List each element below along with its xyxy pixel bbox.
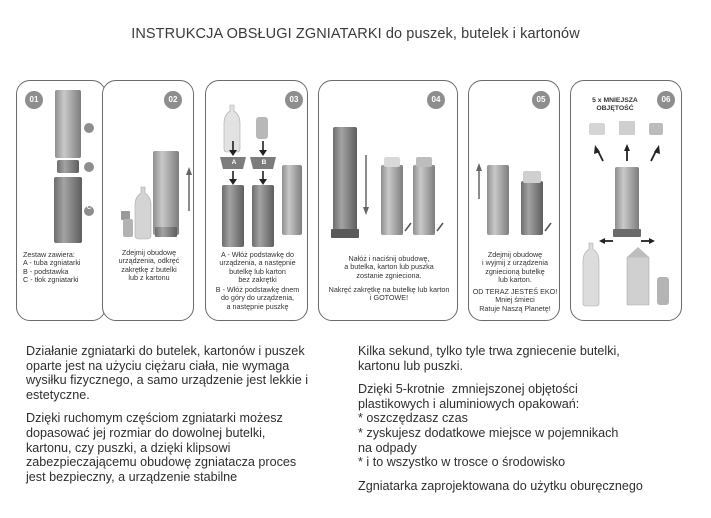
caption-line: urządzenia, odkręć bbox=[118, 256, 180, 266]
part-label-b: B bbox=[261, 159, 267, 166]
bullet-line: * oszczędzasz czas bbox=[358, 411, 468, 426]
bullet-line: na odpady bbox=[358, 440, 417, 455]
crushed-bottle bbox=[384, 157, 400, 167]
text-line: Działanie zgniatarki do butelek, kartonów i puszek bbox=[26, 344, 305, 358]
housing bbox=[487, 165, 509, 235]
bullet-line: * i to wszystko w trosce o środowisko bbox=[358, 455, 566, 470]
text-line: Dzięki 5-krotnie zmniejszonej objętości bbox=[358, 382, 578, 397]
caption-line: i GOTOWE! bbox=[369, 293, 409, 303]
caption-line: zgniecioną butelkę bbox=[485, 266, 545, 276]
caption-line: lub z kartonu bbox=[128, 273, 170, 283]
caption-line: 5 x MNIEJSZA bbox=[592, 97, 638, 104]
step-panel-02 bbox=[102, 80, 194, 321]
tube-a bbox=[222, 185, 244, 247]
step-number-badge: 03 bbox=[285, 91, 303, 109]
step-panel-03 bbox=[205, 80, 308, 321]
description-paragraph bbox=[358, 344, 688, 373]
part-label-a: A bbox=[231, 159, 237, 166]
step-number-badge: 04 bbox=[427, 91, 445, 109]
description-paragraph bbox=[358, 479, 688, 494]
text-line: oparte jest na użyciu ciężaru ciała, nie wymaga bbox=[26, 358, 290, 373]
caption-line: OD TERAZ JESTEŚ EKO! bbox=[472, 287, 558, 296]
housing bbox=[153, 151, 179, 235]
caption-line: B - Włóż podstawkę dnem bbox=[215, 285, 300, 294]
crushed-can-icon bbox=[649, 123, 663, 135]
part-label-c: C bbox=[86, 205, 92, 211]
bottle-icon bbox=[135, 187, 151, 239]
description-paragraph bbox=[26, 411, 352, 484]
caption-line: lub karton. bbox=[498, 275, 532, 285]
caption-line: OBJĘTOŚĆ bbox=[596, 104, 634, 112]
caption-line: zostanie zgnieciona. bbox=[356, 270, 422, 280]
bottle-icon bbox=[583, 243, 599, 306]
crushed-can bbox=[416, 157, 432, 167]
housing bbox=[282, 165, 302, 235]
caption-line: urządzenia, a następnie bbox=[219, 258, 296, 268]
part-label-b: B bbox=[86, 244, 92, 250]
part-label-c-circle bbox=[84, 123, 94, 133]
text-line: estetyczne. bbox=[26, 387, 90, 402]
remove-housing-illustration bbox=[103, 81, 195, 322]
step-panel-05 bbox=[468, 80, 560, 321]
caption-line: a następnie puszkę bbox=[226, 301, 289, 311]
step-caption bbox=[105, 249, 193, 283]
bullet-line: * zyskujesz dodatkowe miejsce w pojemnikach bbox=[358, 425, 619, 440]
cap-icon bbox=[121, 211, 130, 220]
caption-line: Nałóż i naciśnij obudowę, bbox=[348, 254, 430, 263]
crushed-bottle-icon bbox=[589, 123, 605, 135]
caption-line: Zdejmij obudowę bbox=[487, 250, 543, 259]
piston-c bbox=[55, 90, 81, 158]
step-panel-06 bbox=[570, 80, 682, 321]
caption-line: Nakręć zakrętkę na butelkę lub karton bbox=[328, 285, 450, 294]
tube-a bbox=[54, 177, 82, 243]
description-right bbox=[358, 344, 688, 493]
step-panel-01 bbox=[16, 80, 106, 321]
text-line: dopasować jej rozmiar do dowolnej butelki, bbox=[26, 425, 266, 440]
text-line: kartonu, czy puszki, a dzięki klipsowi bbox=[26, 440, 231, 455]
text-line: Kilka sekund, tylko tyle trwa zgniecenie butelki, bbox=[358, 344, 620, 358]
step-number-badge: 02 bbox=[164, 91, 182, 109]
part-label-a: A bbox=[86, 288, 92, 294]
text-line: plastikowych i aluminiowych opakowań: bbox=[358, 396, 580, 411]
tube-b bbox=[252, 185, 274, 247]
tube bbox=[521, 181, 543, 235]
caption-line: Mniej śmieci bbox=[495, 295, 535, 305]
caption-line: zakrętkę z butelki bbox=[121, 264, 177, 274]
volume-reduction-illustration bbox=[571, 81, 683, 322]
step-caption bbox=[23, 251, 105, 285]
caption-line: i wyjmij z urządzenia bbox=[482, 258, 548, 268]
housing-pressed bbox=[333, 127, 357, 233]
step-caption-a bbox=[208, 251, 307, 285]
crushed-carton-icon bbox=[619, 121, 635, 135]
caption-line: Zdejmij obudowę bbox=[121, 248, 177, 257]
can-icon bbox=[657, 277, 669, 305]
step-caption-a bbox=[471, 251, 559, 285]
caption-line: Zestaw zawiera: bbox=[23, 250, 75, 259]
description-paragraph bbox=[26, 344, 352, 402]
base-small bbox=[155, 227, 177, 237]
part-label-b-circle bbox=[84, 162, 94, 172]
caption-line: Ratuje Naszą Planetę! bbox=[479, 303, 551, 313]
remove-crushed-illustration bbox=[469, 81, 561, 322]
crushed-item bbox=[523, 171, 541, 183]
text-line: kartonu lub puszki. bbox=[358, 358, 464, 373]
tube-left bbox=[381, 165, 403, 235]
caption-line: C - tłok zgniatarki bbox=[23, 275, 79, 285]
description-paragraph bbox=[358, 382, 688, 470]
caption-line: butelkę lub karton bbox=[229, 266, 286, 276]
text-line: jest bezpieczny, a urządzenie stabilne bbox=[26, 469, 238, 484]
text-line: Zgniatarka zaprojektowana do użytku oburęcznego bbox=[358, 478, 643, 493]
step-caption-b bbox=[471, 288, 559, 313]
step-number-badge: 01 bbox=[25, 91, 43, 109]
caption-line: A - tuba zgniatarki bbox=[23, 258, 81, 268]
caption-line: bez zakrętki bbox=[238, 275, 277, 285]
crusher-device bbox=[615, 167, 639, 233]
page-title: INSTRUKCJA OBSŁUGI ZGNIATARKI do puszek, butelek i kartonów bbox=[131, 26, 580, 42]
text-line: Dzięki ruchomym częściom zgniatarki możesz bbox=[26, 411, 283, 426]
crusher-parts-illustration bbox=[17, 81, 107, 322]
step-number-badge: 05 bbox=[532, 91, 550, 109]
text-line: wysiłku fizycznego, a samo urządzenie jest lekkie i bbox=[26, 373, 309, 388]
caption-line: a butelka, karton lub puszka bbox=[344, 262, 434, 272]
base-b bbox=[57, 160, 79, 173]
can-icon bbox=[123, 219, 133, 237]
step-caption-b bbox=[321, 286, 457, 303]
can-icon bbox=[256, 117, 268, 139]
text-line: zabezpieczającemu obudowę zgniatacza proces bbox=[26, 455, 297, 470]
bottle-icon bbox=[224, 105, 240, 152]
tube-right bbox=[413, 165, 435, 235]
caption-line: B - podstawka bbox=[23, 266, 69, 276]
step-caption-b bbox=[208, 286, 307, 311]
step-number-badge: 06 bbox=[657, 91, 675, 109]
step-panel-04 bbox=[318, 80, 458, 321]
description-left bbox=[26, 344, 352, 484]
carton-icon bbox=[627, 257, 649, 305]
caption-line: A - Włóż podstawkę do bbox=[220, 250, 295, 259]
step-caption-a bbox=[321, 255, 457, 280]
caption-line: do góry do urządzenia, bbox=[220, 293, 295, 303]
